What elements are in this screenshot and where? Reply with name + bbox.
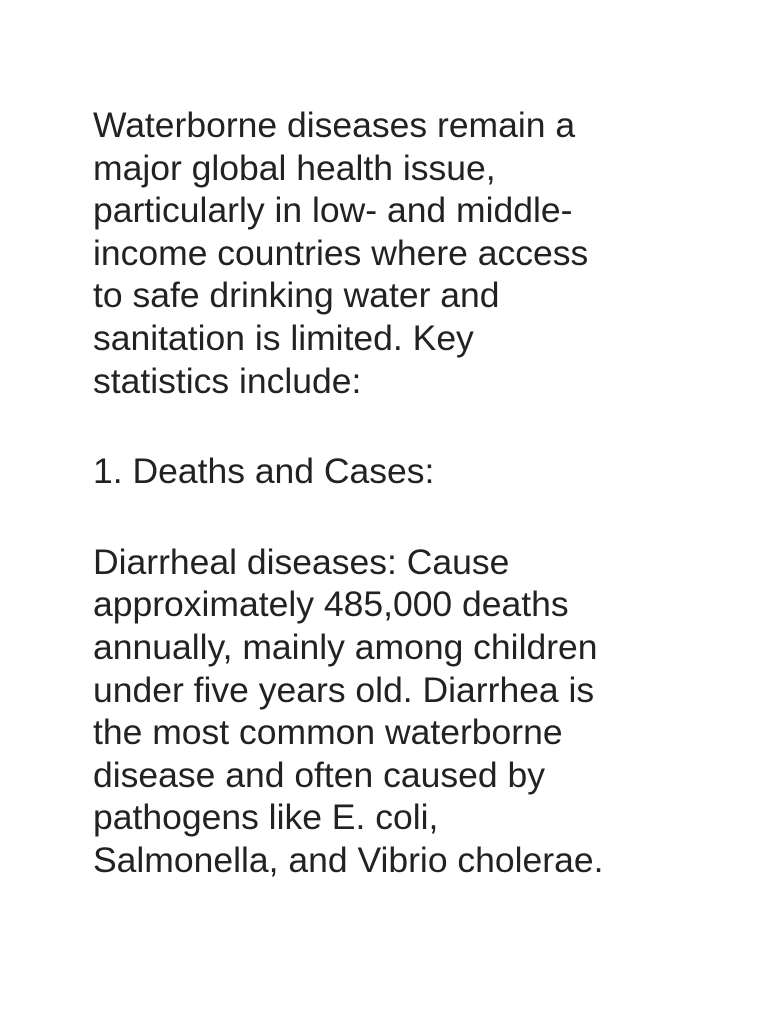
- text-line: Diarrheal diseases: Cause: [93, 541, 510, 582]
- text-line: Salmonella, and Vibrio cholerae.: [93, 839, 604, 880]
- text-line: particularly in low- and middle-: [93, 190, 573, 231]
- text-line: income countries where access: [93, 232, 589, 273]
- text-line: sanitation is limited. Key: [93, 317, 474, 358]
- text-line: disease and often caused by: [93, 754, 545, 795]
- section-heading: 1. Deaths and Cases:: [93, 451, 435, 492]
- text-line: annually, mainly among children: [93, 626, 598, 667]
- text-line: the most common waterborne: [93, 712, 563, 753]
- section-paragraph: [93, 541, 713, 882]
- intro-paragraph: [93, 104, 713, 402]
- text-line: statistics include:: [93, 360, 362, 401]
- text-line: to safe drinking water and: [93, 275, 500, 316]
- text-line: Waterborne diseases remain a: [93, 105, 576, 145]
- text-line: pathogens like E. coli,: [93, 797, 439, 838]
- text-line: major global health issue,: [93, 147, 496, 188]
- text-line: approximately 485,000 deaths: [93, 584, 569, 625]
- document-page: [93, 104, 713, 882]
- text-line: under five years old. Diarrhea is: [93, 669, 595, 710]
